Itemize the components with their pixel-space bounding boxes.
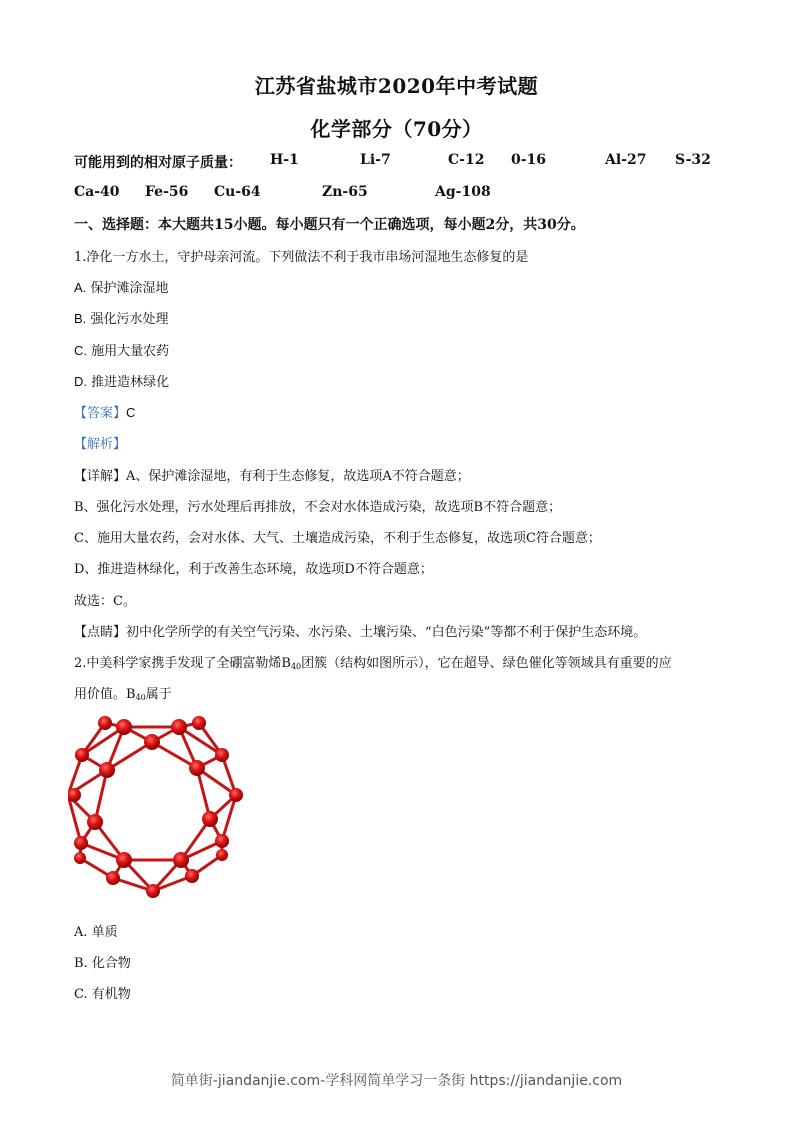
question-1-option-b: [74, 308, 168, 327]
option-letter: B.: [74, 956, 88, 971]
atomic-mass-row-2: [74, 184, 734, 204]
subscript-40: 40: [290, 662, 302, 671]
question-2-stem-line-2: [74, 683, 172, 702]
option-text: 施用大量农药: [91, 344, 170, 359]
atomic-mass-zn: Zn-65: [322, 184, 368, 200]
tip-line: [74, 621, 646, 640]
detail-conclusion: 故选：C。: [74, 594, 136, 609]
question-2-option-a: [74, 921, 118, 940]
detail-line-c: C、施用大量农药，会对水体、大气、土壤造成污染，不利于生态修复，故选项C符合题意；: [74, 531, 601, 546]
atomic-mass-label: 可能用到的相对原子质量：: [74, 155, 242, 171]
atomic-mass-al: Al-27: [605, 152, 647, 168]
detail-text: A、保护滩涂湿地，有利于生态修复，故选项A不符合题意；: [126, 469, 470, 484]
option-letter: A.: [74, 280, 87, 295]
analysis-tag: 【解析】: [74, 437, 127, 452]
stem-text: 团簇（结构如图所示），它在超导、绿色催化等领域具有重要的应: [301, 656, 672, 671]
option-letter: B.: [74, 311, 87, 326]
page-title: 江苏省盐城市2020年中考试题: [254, 74, 539, 98]
question-1-option-d: [74, 371, 169, 390]
b40-molecule-figure: [68, 708, 258, 898]
analysis-line: [74, 433, 126, 452]
atomic-mass-cu: Cu-64: [214, 184, 261, 200]
option-text: 有机物: [91, 987, 131, 1002]
tip-tag: 【点睛】: [74, 625, 127, 640]
question-2-option-b: [74, 952, 131, 971]
option-text: 化合物: [91, 956, 131, 971]
atomic-mass-c: C-12: [448, 152, 485, 168]
atomic-mass-ag: Ag-108: [435, 184, 491, 200]
detail-tag: 【详解】: [74, 469, 127, 484]
atomic-mass-h: H-1: [270, 152, 299, 168]
question-2-option-c: [74, 983, 131, 1002]
detail-line-b: B、强化污水处理，污水处理后再排放，不会对水体造成污染，故选项B不符合题意；: [74, 500, 562, 515]
stem-text: 属于: [145, 687, 172, 702]
answer-line: [74, 402, 135, 421]
page-subtitle: 化学部分（70分）: [310, 117, 483, 141]
option-letter: D.: [74, 374, 87, 389]
atomic-mass-o: 0-16: [511, 152, 547, 168]
question-1-option-c: [74, 340, 169, 359]
option-letter: A.: [74, 925, 88, 940]
detail-line-a: [74, 465, 470, 484]
section-heading: 一、选择题：本大题共15小题。每小题只有一个正确选项，每小题2分，共30分。: [74, 217, 585, 233]
atomic-mass-ca: Ca-40: [74, 184, 120, 200]
atomic-mass-fe: Fe-56: [145, 184, 189, 200]
option-text: 推进造林绿化: [91, 375, 170, 390]
option-text: 保护滩涂湿地: [90, 281, 169, 296]
subscript-40: 40: [135, 693, 146, 702]
stem-text: 2.中美科学家携手发现了全硼富勒烯B: [74, 656, 291, 671]
question-1-option-a: [74, 277, 168, 296]
footer-watermark: 简单街-jiandanjie.com-学科网简单学习一条街 https://jiandanjie.com: [170, 1073, 623, 1089]
atomic-mass-s: S-32: [675, 152, 711, 168]
stem-text: 用价值。B: [74, 687, 136, 702]
answer-value: C: [126, 405, 136, 420]
option-text: 单质: [91, 925, 118, 940]
answer-tag: 【答案】: [74, 406, 127, 421]
question-1-stem: 1.净化一方水土，守护母亲河流。下列做法不利于我市串场河湿地生态修复的是: [74, 250, 529, 265]
option-letter: C.: [74, 987, 88, 1002]
question-2-stem-line-1: [74, 652, 672, 671]
detail-line-d: D、推进造林绿化，利于改善生态环境，故选项D不符合题意；: [74, 562, 433, 577]
tip-text: 初中化学所学的有关空气污染、水污染、土壤污染、“白色污染”等都不利于保护生态环境。: [126, 625, 647, 640]
option-text: 强化污水处理: [90, 312, 169, 327]
atomic-mass-li: Li-7: [360, 152, 391, 168]
option-letter: C.: [74, 343, 87, 358]
atomic-mass-row-1: [74, 152, 734, 172]
